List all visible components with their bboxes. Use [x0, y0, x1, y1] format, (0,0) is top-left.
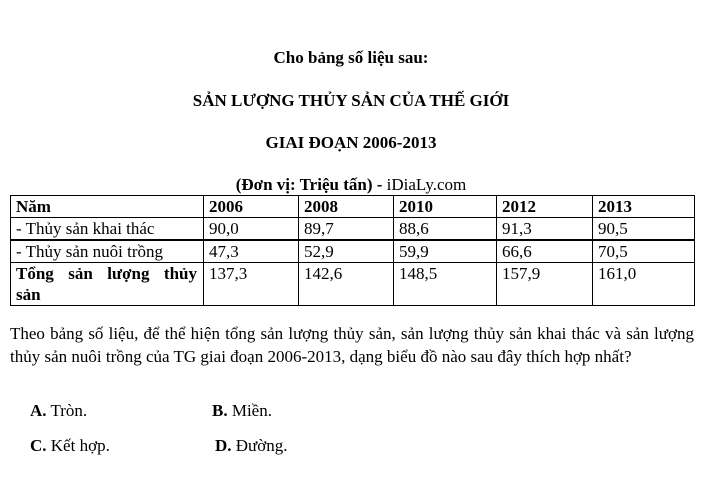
option-letter: D.	[215, 436, 232, 455]
table-cell: 59,9	[394, 240, 497, 263]
row-label	[11, 263, 204, 306]
option-d[interactable]	[215, 436, 288, 456]
header-cell: 2006	[204, 196, 299, 218]
title-line-2: GIAI ĐOẠN 2006-2013	[265, 133, 437, 152]
header-cell: 2013	[593, 196, 695, 218]
unit-label: (Đơn vị: Triệu tấn) -	[235, 175, 383, 194]
header-cell: Năm	[11, 196, 204, 218]
header-cell: 2010	[394, 196, 497, 218]
table-cell: 161,0	[593, 263, 695, 306]
table-cell: 88,6	[394, 218, 497, 241]
table-cell: 148,5	[394, 263, 497, 306]
option-text: Đường.	[235, 436, 288, 455]
table-cell: 89,7	[299, 218, 394, 241]
table-cell: 47,3	[204, 240, 299, 263]
table-cell: 142,6	[299, 263, 394, 306]
table-row	[11, 240, 695, 263]
table-header-row	[11, 196, 695, 218]
table-cell: 90,5	[593, 218, 695, 241]
table-cell: 66,6	[497, 240, 593, 263]
row-label: - Thủy sản nuôi trồng	[11, 240, 204, 263]
table-cell: 90,0	[204, 218, 299, 241]
option-letter: A.	[30, 401, 47, 420]
unit-line	[0, 175, 702, 195]
intro-heading: Cho bảng số liệu sau:	[273, 48, 429, 67]
header-cell: 2008	[299, 196, 394, 218]
option-letter: C.	[30, 436, 47, 455]
table-total-row	[11, 263, 695, 306]
option-text: Miền.	[231, 401, 272, 420]
option-text: Kết hợp.	[50, 436, 110, 455]
table-cell: 91,3	[497, 218, 593, 241]
option-text: Tròn.	[50, 401, 88, 420]
data-table	[10, 195, 695, 306]
option-b[interactable]	[212, 401, 272, 421]
table-cell: 70,5	[593, 240, 695, 263]
header-cell: 2012	[497, 196, 593, 218]
table-cell: 137,3	[204, 263, 299, 306]
title-line-1: SẢN LƯỢNG THỦY SẢN CỦA THẾ GIỚI	[192, 91, 510, 110]
watermark-text: iDiaLy.com	[386, 175, 467, 194]
question-text: Theo bảng số liệu, để thể hiện tổng sản lượng thủy sản, sản lượng thủy sản khai thác và sản lượng thủy sản nuôi trồng của TG giai đoạn 2006-2013, dạng biểu đồ nào sau đây thích hợp nhất?	[10, 324, 694, 366]
option-c[interactable]	[30, 436, 110, 456]
total-label-line-1: Tổng sản lượng thủy	[16, 264, 197, 283]
table-cell: 52,9	[299, 240, 394, 263]
table-cell: 157,9	[497, 263, 593, 306]
row-label: - Thủy sản khai thác	[11, 218, 204, 241]
table-row	[11, 218, 695, 241]
total-label-line-2: sản	[16, 285, 41, 304]
option-letter: B.	[212, 401, 228, 420]
option-a[interactable]	[30, 401, 87, 421]
